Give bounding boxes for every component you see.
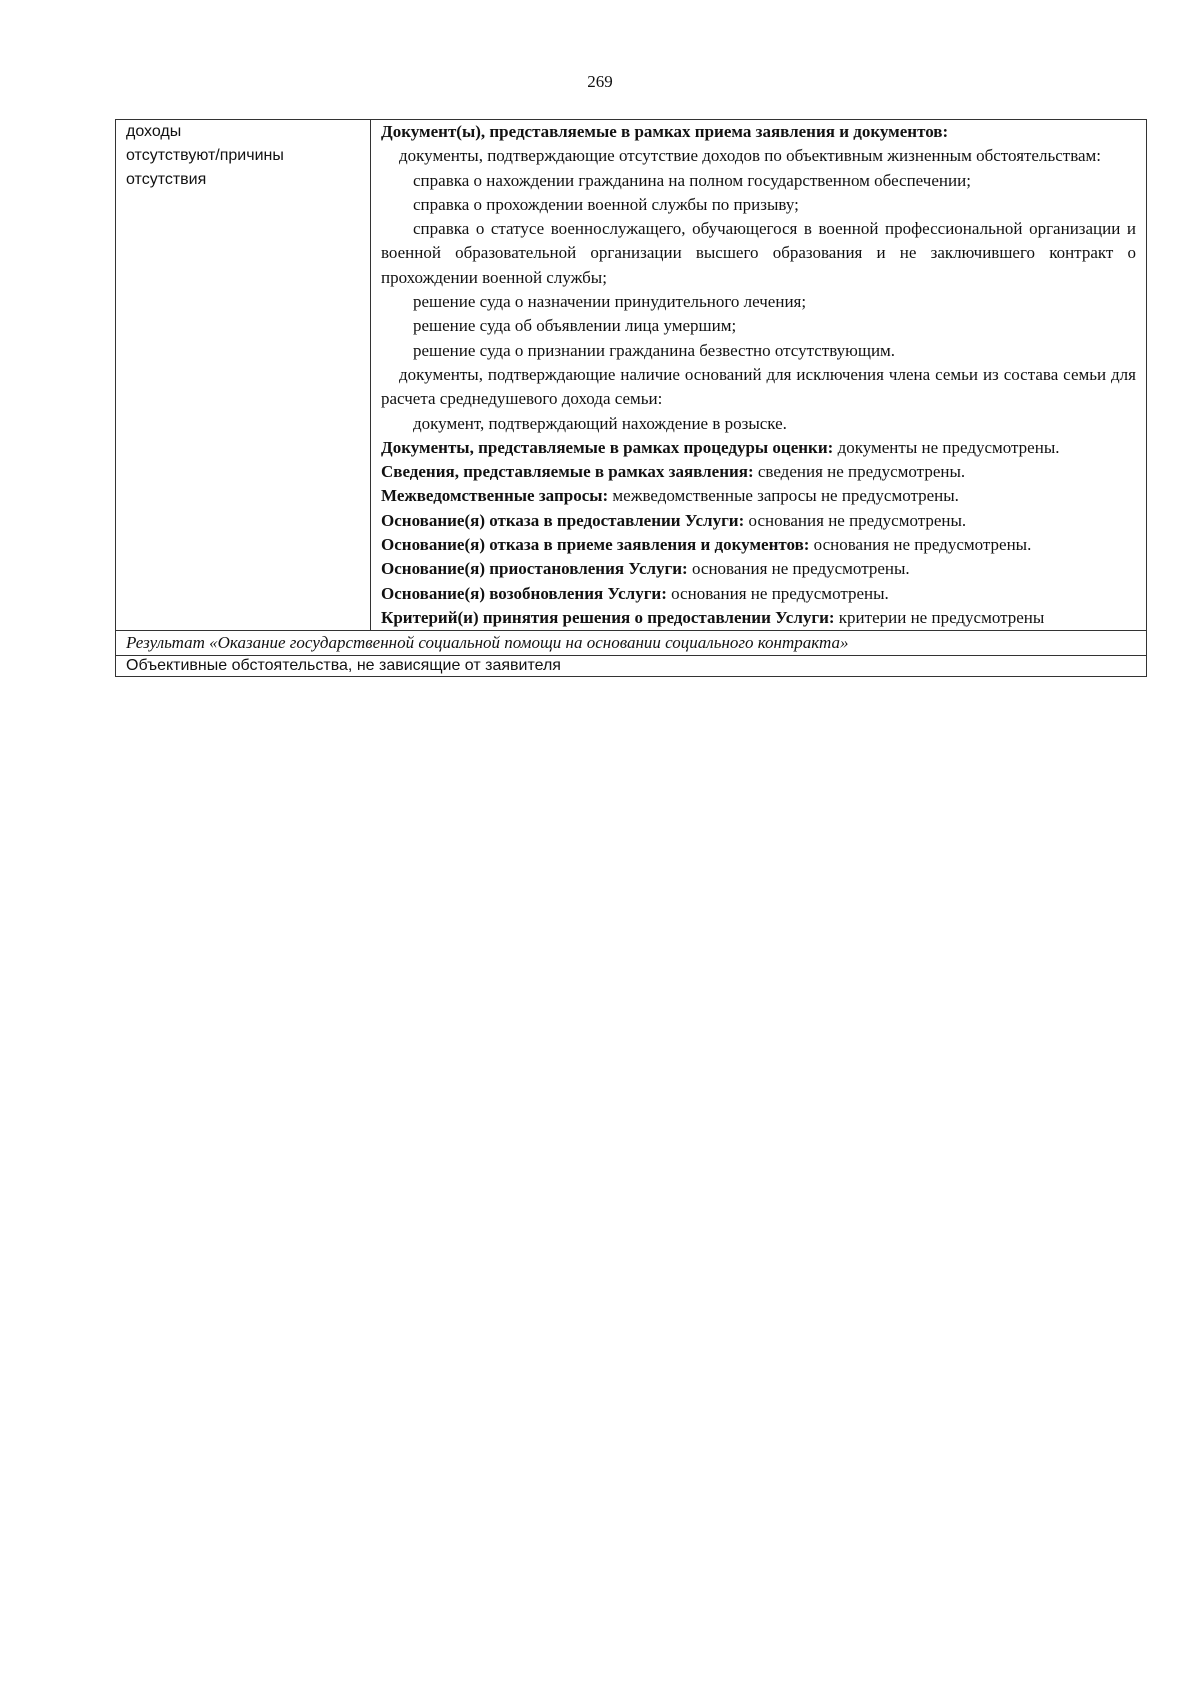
- field-label: Критерий(и) принятия решения о предоставлении Услуги:: [381, 607, 835, 627]
- field-value: основания не предусмотрены.: [809, 535, 1032, 555]
- field-label: Основание(я) отказа в предоставлении Услуги:: [381, 510, 745, 530]
- document-table: [115, 119, 1147, 677]
- list-item: справка о статусе военнослужащего, обучающегося в военной профессиональной организации и военной образовательной организации высшего образования и не заключившего контракт о прохождении военной службы;: [381, 219, 1136, 287]
- field-value: основания не предусмотрены.: [687, 559, 910, 579]
- field-label: Основание(я) возобновления Услуги:: [381, 583, 667, 603]
- list-item: справка о прохождении военной службы по призыву;: [413, 194, 799, 214]
- documents-intro: документы, подтверждающие наличие оснований для исключения члена семьи из состава семьи для расчета среднедушевого дохода семьи:: [381, 364, 1136, 409]
- field-value: основания не предусмотрены.: [666, 583, 889, 603]
- field-value: документы не предусмотрены.: [833, 437, 1060, 457]
- list-item: решение суда о признании гражданина безвестно отсутствующим.: [413, 340, 896, 360]
- table-row: [116, 120, 1147, 631]
- documents-cell: [371, 120, 1147, 631]
- field-label: Основание(я) отказа в приеме заявления и документов:: [381, 535, 810, 555]
- field-label: Межведомственные запросы:: [381, 486, 609, 506]
- field-paragraph: [381, 606, 1136, 630]
- list-item: справка о нахождении гражданина на полном государственном обеспечении;: [413, 170, 971, 190]
- field-value: межведомственные запросы не предусмотрены.: [608, 486, 959, 506]
- list-item: решение суда об объявлении лица умершим;: [413, 316, 737, 336]
- field-paragraph: [381, 436, 1136, 460]
- documents-intro: документы, подтверждающие отсутствие доходов по объективным жизненным обстоятельствам:: [399, 146, 1102, 166]
- field-label: Документы, представляемые в рамках процедуры оценки:: [381, 437, 834, 457]
- page-number: 269: [587, 72, 613, 91]
- field-paragraph: [381, 582, 1136, 606]
- circumstances-title: Объективные обстоятельства, не зависящие от заявителя: [116, 656, 1147, 677]
- result-title: Результат «Оказание государственной социальной помощи на основании социального контракта»: [116, 631, 1147, 656]
- condition-label-line: отсутствуют/причины: [126, 147, 284, 164]
- list-item: документ, подтверждающий нахождение в розыске.: [413, 413, 787, 433]
- documents-heading: Документ(ы), представляемые в рамках приема заявления и документов:: [381, 122, 949, 141]
- field-value: критерии не предусмотрены: [834, 607, 1045, 627]
- field-label: Сведения, представляемые в рамках заявления:: [381, 462, 754, 482]
- condition-label-line: доходы: [126, 123, 182, 140]
- field-paragraph: [381, 557, 1136, 581]
- condition-label-line: отсутствия: [126, 171, 207, 188]
- list-item: решение суда о назначении принудительного лечения;: [413, 292, 807, 312]
- field-paragraph: [381, 533, 1136, 557]
- condition-cell: [116, 120, 371, 631]
- field-paragraph: [381, 484, 1136, 508]
- table-row: [116, 631, 1147, 656]
- table-row: [116, 656, 1147, 677]
- field-value: основания не предусмотрены.: [744, 510, 967, 530]
- field-paragraph: [381, 460, 1136, 484]
- field-paragraph: [381, 509, 1136, 533]
- field-label: Основание(я) приостановления Услуги:: [381, 559, 688, 579]
- field-value: сведения не предусмотрены.: [753, 462, 966, 482]
